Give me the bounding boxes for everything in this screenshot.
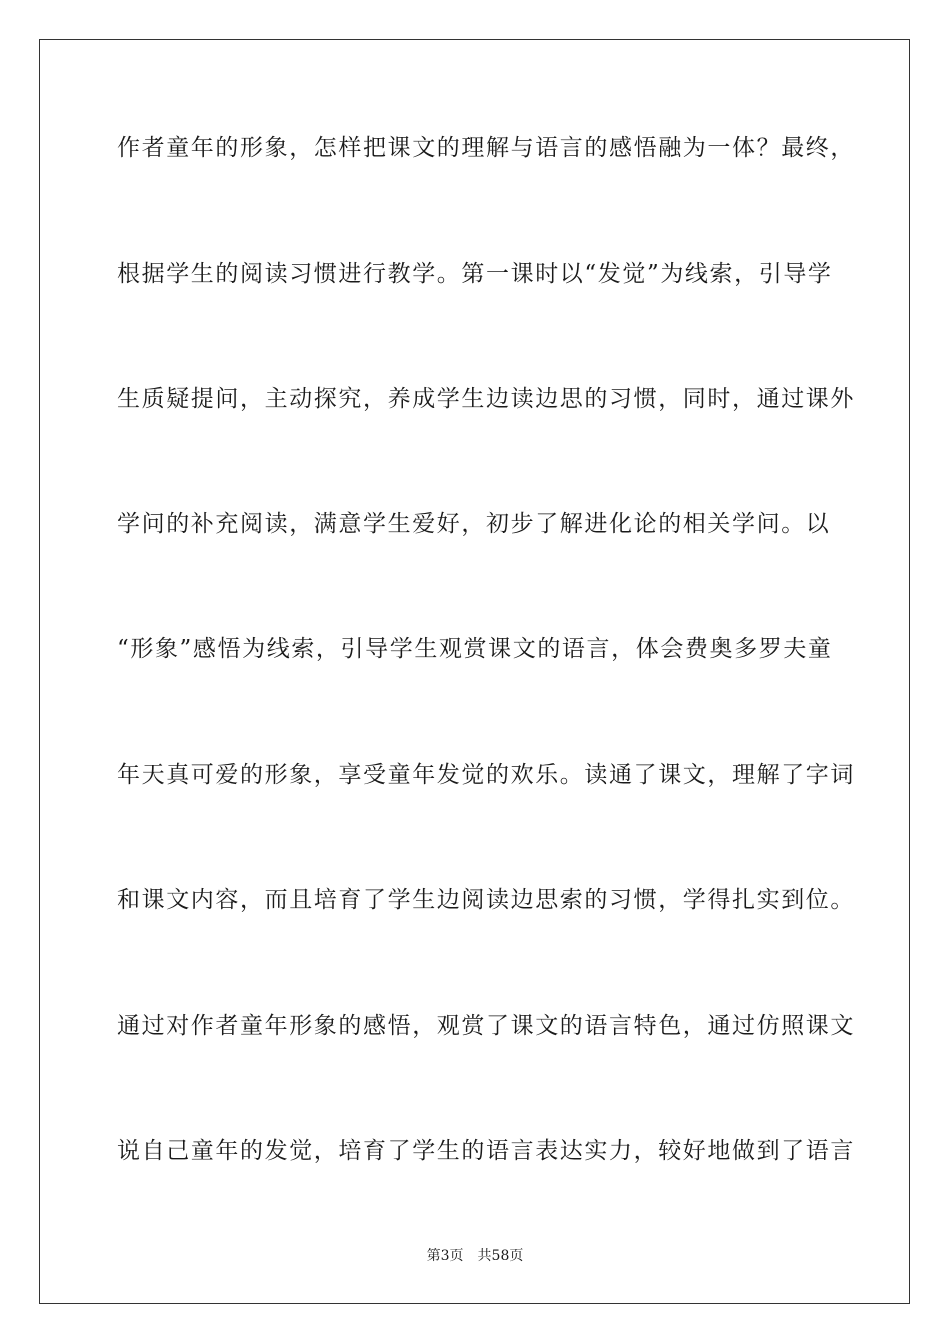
page-number: 第3页: [426, 1248, 464, 1264]
total-pages: 共58页: [477, 1248, 524, 1264]
page-footer: [0, 1247, 950, 1265]
body-text-line-7: 和课文内容，而且培育了学生边阅读边思索的习惯，学得扎实到位。: [117, 887, 855, 913]
body-text-line-6: 年天真可爱的形象，享受童年发觉的欢乐。读通了课文，理解了字词: [117, 762, 855, 788]
body-text-line-5: “形象”感悟为线索，引导学生观赏课文的语言，体会费奥多罗夫童: [117, 636, 833, 662]
body-text-line-8: 通过对作者童年形象的感悟，观赏了课文的语言特色，通过仿照课文: [117, 1013, 855, 1039]
body-text-line-4: 学问的补充阅读，满意学生爱好，初步了解进化论的相关学问。以: [117, 511, 831, 537]
body-text-line-9: 说自己童年的发觉，培育了学生的语言表达实力，较好地做到了语言: [117, 1138, 855, 1164]
page-border: [39, 39, 910, 1304]
body-text-line-1: 作者童年的形象，怎样把课文的理解与语言的感悟融为一体？最终，: [117, 135, 855, 161]
body-text-line-3: 生质疑提问，主动探究，养成学生边读边思的习惯，同时，通过课外: [117, 386, 855, 412]
body-text-line-2: 根据学生的阅读习惯进行教学。第一课时以“发觉”为线索，引导学: [117, 261, 833, 287]
